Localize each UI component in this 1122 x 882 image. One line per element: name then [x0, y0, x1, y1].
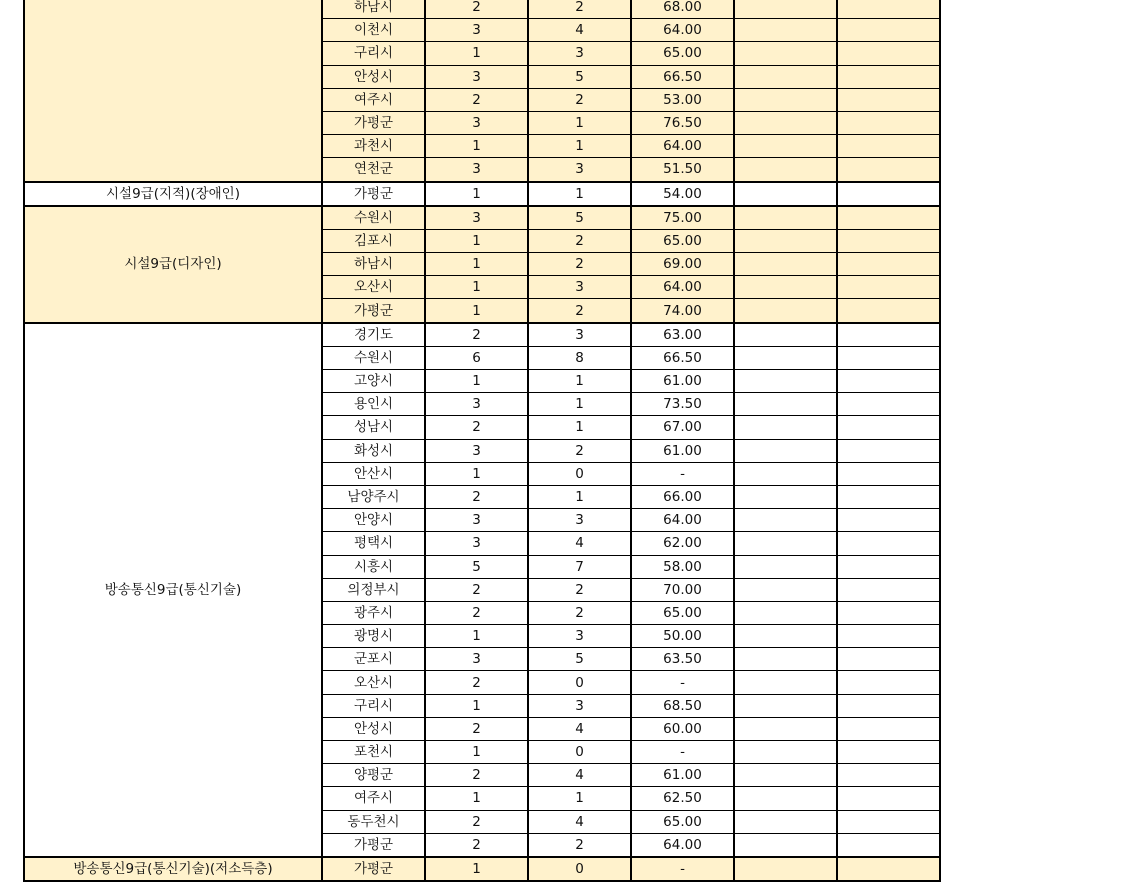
note-cell — [734, 857, 837, 881]
applicants-cell: 3 — [528, 625, 631, 648]
region-cell: 연천군 — [322, 158, 425, 182]
applicants-cell: 1 — [528, 182, 631, 206]
cutoff-cell: 64.00 — [631, 19, 734, 42]
quota-cell: 3 — [425, 439, 528, 462]
note-cell — [837, 299, 940, 323]
applicants-cell: 4 — [528, 764, 631, 787]
note-cell — [837, 346, 940, 369]
note-cell — [734, 787, 837, 810]
cutoff-cell: 50.00 — [631, 625, 734, 648]
quota-cell: 1 — [425, 253, 528, 276]
applicants-cell: 1 — [528, 485, 631, 508]
cutoff-cell: 61.00 — [631, 439, 734, 462]
quota-cell: 2 — [425, 485, 528, 508]
note-cell — [837, 810, 940, 833]
cutoff-cell: - — [631, 671, 734, 694]
quota-cell: 1 — [425, 741, 528, 764]
table-row — [24, 206, 940, 230]
applicants-cell: 8 — [528, 346, 631, 369]
table-row — [24, 182, 940, 206]
note-cell — [837, 601, 940, 624]
region-cell: 경기도 — [322, 323, 425, 347]
category-cell: 방송통신9급(통신기술) — [24, 323, 322, 857]
cutoff-cell: 63.50 — [631, 648, 734, 671]
cutoff-cell: 67.00 — [631, 416, 734, 439]
note-cell — [837, 135, 940, 158]
applicants-cell: 2 — [528, 253, 631, 276]
note-cell — [734, 485, 837, 508]
region-cell: 평택시 — [322, 532, 425, 555]
quota-cell: 3 — [425, 19, 528, 42]
note-cell — [837, 182, 940, 206]
region-cell: 여주시 — [322, 88, 425, 111]
quota-cell: 3 — [425, 111, 528, 134]
note-cell — [837, 462, 940, 485]
cutoff-cell: 62.00 — [631, 532, 734, 555]
cutoff-cell: 68.50 — [631, 694, 734, 717]
applicants-cell: 3 — [528, 694, 631, 717]
quota-cell: 1 — [425, 299, 528, 323]
region-cell: 안산시 — [322, 462, 425, 485]
category-cell: 시설9급(지적)(장애인) — [24, 182, 322, 206]
region-cell: 동두천시 — [322, 810, 425, 833]
note-cell — [837, 65, 940, 88]
cutoff-cell: 66.50 — [631, 65, 734, 88]
note-cell — [837, 485, 940, 508]
quota-cell: 3 — [425, 509, 528, 532]
quota-cell: 3 — [425, 648, 528, 671]
note-cell — [837, 439, 940, 462]
cutoff-cell: 64.00 — [631, 276, 734, 299]
note-cell — [734, 648, 837, 671]
applicants-cell: 0 — [528, 741, 631, 764]
region-cell: 의정부시 — [322, 578, 425, 601]
cutoff-cell: 53.00 — [631, 88, 734, 111]
quota-cell: 1 — [425, 182, 528, 206]
note-cell — [734, 439, 837, 462]
region-cell: 용인시 — [322, 393, 425, 416]
region-cell: 포천시 — [322, 741, 425, 764]
note-cell — [837, 276, 940, 299]
category-cell: 시설9급(디자인) — [24, 206, 322, 323]
note-cell — [734, 462, 837, 485]
region-cell: 가평군 — [322, 833, 425, 857]
quota-cell: 3 — [425, 532, 528, 555]
note-cell — [734, 694, 837, 717]
applicants-cell: 2 — [528, 578, 631, 601]
note-cell — [837, 416, 940, 439]
applicants-cell: 2 — [528, 299, 631, 323]
region-cell: 오산시 — [322, 671, 425, 694]
note-cell — [734, 741, 837, 764]
note-cell — [837, 555, 940, 578]
region-cell: 화성시 — [322, 439, 425, 462]
note-cell — [837, 857, 940, 881]
quota-cell: 2 — [425, 717, 528, 740]
quota-cell: 6 — [425, 346, 528, 369]
note-cell — [837, 206, 940, 230]
note-cell — [734, 346, 837, 369]
quota-cell: 1 — [425, 787, 528, 810]
note-cell — [837, 509, 940, 532]
region-cell: 하남시 — [322, 253, 425, 276]
quota-cell: 5 — [425, 555, 528, 578]
cutoff-cell: 74.00 — [631, 299, 734, 323]
region-cell: 여주시 — [322, 787, 425, 810]
region-cell: 과천시 — [322, 135, 425, 158]
note-cell — [734, 370, 837, 393]
region-cell: 양평군 — [322, 764, 425, 787]
quota-cell: 3 — [425, 206, 528, 230]
table-row — [24, 0, 940, 19]
note-cell — [734, 206, 837, 230]
quota-cell: 3 — [425, 393, 528, 416]
region-cell: 가평군 — [322, 111, 425, 134]
cutoff-cell: 54.00 — [631, 182, 734, 206]
note-cell — [837, 253, 940, 276]
region-cell: 시흥시 — [322, 555, 425, 578]
region-cell: 김포시 — [322, 229, 425, 252]
note-cell — [837, 323, 940, 347]
region-cell: 성남시 — [322, 416, 425, 439]
note-cell — [837, 88, 940, 111]
applicants-cell: 2 — [528, 0, 631, 19]
cutoff-cell: 65.00 — [631, 42, 734, 65]
note-cell — [734, 0, 837, 19]
note-cell — [837, 717, 940, 740]
note-cell — [734, 276, 837, 299]
applicants-cell: 3 — [528, 42, 631, 65]
cutoff-cell: 60.00 — [631, 717, 734, 740]
table-row — [24, 323, 940, 347]
cutoff-cell: - — [631, 857, 734, 881]
note-cell — [734, 393, 837, 416]
note-cell — [734, 19, 837, 42]
region-cell: 가평군 — [322, 299, 425, 323]
note-cell — [837, 532, 940, 555]
cutoff-cell: 63.00 — [631, 323, 734, 347]
region-cell: 이천시 — [322, 19, 425, 42]
note-cell — [734, 65, 837, 88]
applicants-cell: 3 — [528, 509, 631, 532]
note-cell — [837, 0, 940, 19]
quota-cell: 2 — [425, 601, 528, 624]
region-cell: 군포시 — [322, 648, 425, 671]
region-cell: 가평군 — [322, 182, 425, 206]
note-cell — [734, 42, 837, 65]
quota-cell: 2 — [425, 764, 528, 787]
cutoff-cell: 76.50 — [631, 111, 734, 134]
quota-cell: 2 — [425, 0, 528, 19]
region-cell: 수원시 — [322, 346, 425, 369]
applicants-cell: 1 — [528, 787, 631, 810]
note-cell — [837, 578, 940, 601]
results-table — [23, 0, 941, 882]
applicants-cell: 2 — [528, 229, 631, 252]
cutoff-cell: 65.00 — [631, 810, 734, 833]
region-cell: 수원시 — [322, 206, 425, 230]
cutoff-cell: 68.00 — [631, 0, 734, 19]
applicants-cell: 4 — [528, 717, 631, 740]
quota-cell: 1 — [425, 857, 528, 881]
quota-cell: 1 — [425, 135, 528, 158]
note-cell — [734, 810, 837, 833]
note-cell — [837, 19, 940, 42]
applicants-cell: 0 — [528, 857, 631, 881]
quota-cell: 1 — [425, 42, 528, 65]
table-body — [24, 0, 940, 881]
note-cell — [734, 88, 837, 111]
note-cell — [734, 135, 837, 158]
region-cell: 안성시 — [322, 65, 425, 88]
applicants-cell: 1 — [528, 416, 631, 439]
note-cell — [837, 42, 940, 65]
quota-cell: 2 — [425, 323, 528, 347]
category-cell — [24, 0, 322, 182]
note-cell — [837, 741, 940, 764]
note-cell — [837, 787, 940, 810]
note-cell — [734, 625, 837, 648]
cutoff-cell: 51.50 — [631, 158, 734, 182]
quota-cell: 1 — [425, 462, 528, 485]
note-cell — [837, 370, 940, 393]
note-cell — [734, 671, 837, 694]
applicants-cell: 4 — [528, 532, 631, 555]
note-cell — [734, 182, 837, 206]
note-cell — [734, 111, 837, 134]
note-cell — [734, 578, 837, 601]
note-cell — [837, 764, 940, 787]
note-cell — [734, 764, 837, 787]
quota-cell: 1 — [425, 625, 528, 648]
note-cell — [837, 671, 940, 694]
quota-cell: 2 — [425, 88, 528, 111]
applicants-cell: 5 — [528, 648, 631, 671]
applicants-cell: 5 — [528, 65, 631, 88]
category-cell: 방송통신9급(통신기술)(저소득층) — [24, 857, 322, 881]
region-cell: 가평군 — [322, 857, 425, 881]
cutoff-cell: - — [631, 462, 734, 485]
note-cell — [734, 323, 837, 347]
applicants-cell: 2 — [528, 88, 631, 111]
applicants-cell: 1 — [528, 111, 631, 134]
applicants-cell: 1 — [528, 393, 631, 416]
cutoff-cell: 69.00 — [631, 253, 734, 276]
cutoff-cell: 65.00 — [631, 229, 734, 252]
region-cell: 광명시 — [322, 625, 425, 648]
table-row — [24, 857, 940, 881]
applicants-cell: 1 — [528, 135, 631, 158]
note-cell — [734, 509, 837, 532]
applicants-cell: 1 — [528, 370, 631, 393]
cutoff-cell: 62.50 — [631, 787, 734, 810]
quota-cell: 2 — [425, 416, 528, 439]
cutoff-cell: 58.00 — [631, 555, 734, 578]
note-cell — [734, 158, 837, 182]
applicants-cell: 5 — [528, 206, 631, 230]
note-cell — [837, 393, 940, 416]
region-cell: 안성시 — [322, 717, 425, 740]
applicants-cell: 2 — [528, 833, 631, 857]
note-cell — [734, 717, 837, 740]
applicants-cell: 7 — [528, 555, 631, 578]
quota-cell: 1 — [425, 229, 528, 252]
note-cell — [734, 532, 837, 555]
region-cell: 오산시 — [322, 276, 425, 299]
region-cell: 하남시 — [322, 0, 425, 19]
note-cell — [734, 833, 837, 857]
region-cell: 광주시 — [322, 601, 425, 624]
note-cell — [837, 158, 940, 182]
region-cell: 구리시 — [322, 42, 425, 65]
note-cell — [734, 253, 837, 276]
quota-cell: 2 — [425, 578, 528, 601]
cutoff-cell: 75.00 — [631, 206, 734, 230]
applicants-cell: 3 — [528, 276, 631, 299]
quota-cell: 3 — [425, 158, 528, 182]
note-cell — [837, 648, 940, 671]
quota-cell: 2 — [425, 810, 528, 833]
cutoff-cell: 61.00 — [631, 764, 734, 787]
note-cell — [837, 694, 940, 717]
cutoff-cell: 61.00 — [631, 370, 734, 393]
cutoff-cell: 66.00 — [631, 485, 734, 508]
applicants-cell: 2 — [528, 439, 631, 462]
cutoff-cell: 64.00 — [631, 833, 734, 857]
quota-cell: 1 — [425, 370, 528, 393]
cutoff-cell: 70.00 — [631, 578, 734, 601]
note-cell — [734, 555, 837, 578]
region-cell: 구리시 — [322, 694, 425, 717]
region-cell: 남양주시 — [322, 485, 425, 508]
cutoff-cell: 66.50 — [631, 346, 734, 369]
cutoff-cell: - — [631, 741, 734, 764]
note-cell — [734, 229, 837, 252]
quota-cell: 1 — [425, 694, 528, 717]
applicants-cell: 4 — [528, 810, 631, 833]
note-cell — [734, 601, 837, 624]
quota-cell: 3 — [425, 65, 528, 88]
note-cell — [837, 625, 940, 648]
cutoff-cell: 64.00 — [631, 135, 734, 158]
applicants-cell: 4 — [528, 19, 631, 42]
cutoff-cell: 73.50 — [631, 393, 734, 416]
note-cell — [734, 416, 837, 439]
note-cell — [734, 299, 837, 323]
cutoff-cell: 65.00 — [631, 601, 734, 624]
note-cell — [837, 111, 940, 134]
applicants-cell: 3 — [528, 323, 631, 347]
note-cell — [837, 833, 940, 857]
applicants-cell: 3 — [528, 158, 631, 182]
region-cell: 고양시 — [322, 370, 425, 393]
note-cell — [837, 229, 940, 252]
quota-cell: 2 — [425, 833, 528, 857]
applicants-cell: 0 — [528, 671, 631, 694]
cutoff-cell: 64.00 — [631, 509, 734, 532]
region-cell: 안양시 — [322, 509, 425, 532]
applicants-cell: 0 — [528, 462, 631, 485]
quota-cell: 2 — [425, 671, 528, 694]
applicants-cell: 2 — [528, 601, 631, 624]
quota-cell: 1 — [425, 276, 528, 299]
